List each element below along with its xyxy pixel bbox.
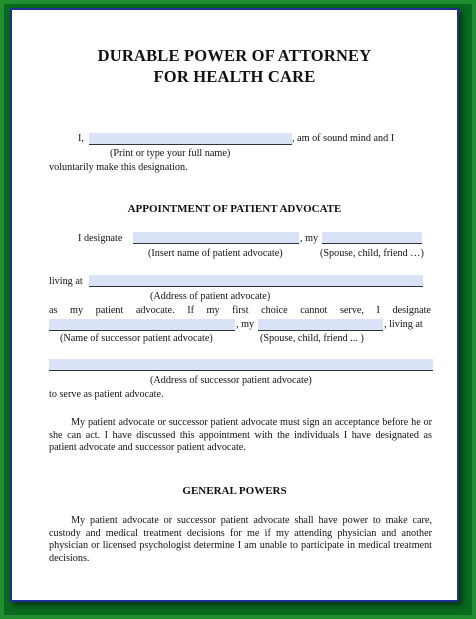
document-title-line2: FOR HEALTH CARE xyxy=(153,67,316,86)
successor-advocate-name-field[interactable] xyxy=(49,319,235,331)
intro-suffix: , am of sound mind and I xyxy=(292,133,395,144)
section-heading-general-powers: GENERAL POWERS xyxy=(182,485,287,497)
section-heading-appointment: APPOINTMENT OF PATIENT ADVOCATE xyxy=(127,203,342,215)
advocate-name-hint: (Insert name of patient advocate) xyxy=(148,248,283,259)
living-at2-label: , living at xyxy=(384,319,423,330)
document-title-line1: DURABLE POWER OF ATTORNEY xyxy=(97,46,372,65)
serve-line: to serve as patient advocate. xyxy=(49,389,164,400)
patient-advocate-name-field[interactable] xyxy=(133,232,299,244)
designate-label: I designate xyxy=(78,233,123,244)
successor-address-field[interactable] xyxy=(49,359,433,371)
advocate-address-hint: (Address of patient advocate) xyxy=(150,291,271,302)
successor-relation-field[interactable] xyxy=(258,319,383,331)
my2-label: , my xyxy=(236,319,255,330)
document-page xyxy=(10,8,459,602)
advocate-relation-field[interactable] xyxy=(322,232,422,244)
successor-address-hint: (Address of successor patient advocate) xyxy=(150,375,312,386)
general-powers-paragraph: My patient advocate or successor patient advocate shall have power to make care, custody and medical treatment decisions for me if my attending physician and another physician or licensed psychologist determine I am unable to participate in medical treatment decisions. xyxy=(49,515,432,564)
living-at-label: living at xyxy=(49,276,83,287)
successor-relation-hint: (Spouse, child, friend ... ) xyxy=(260,333,364,344)
advocate-relation-hint: (Spouse, child, friend …) xyxy=(320,248,424,259)
my-label: , my xyxy=(300,233,319,244)
advocate-address-field[interactable] xyxy=(89,275,423,287)
intro-prefix: I, xyxy=(78,133,84,144)
full-name-field[interactable] xyxy=(89,133,292,145)
intro-line2: voluntarily make this designation. xyxy=(49,162,188,173)
successor-intro-line: as my patient advocate. If my first choice cannot serve, I designate xyxy=(49,305,431,316)
full-name-hint: (Print or type your full name) xyxy=(110,148,231,159)
successor-name-hint: (Name of successor patient advocate) xyxy=(60,333,213,344)
acceptance-paragraph: My patient advocate or successor patient advocate must sign an acceptance before he or she can act. I have discussed this appointment with the individuals I have designated as patient advocate and successor patient advocate. xyxy=(49,417,432,454)
